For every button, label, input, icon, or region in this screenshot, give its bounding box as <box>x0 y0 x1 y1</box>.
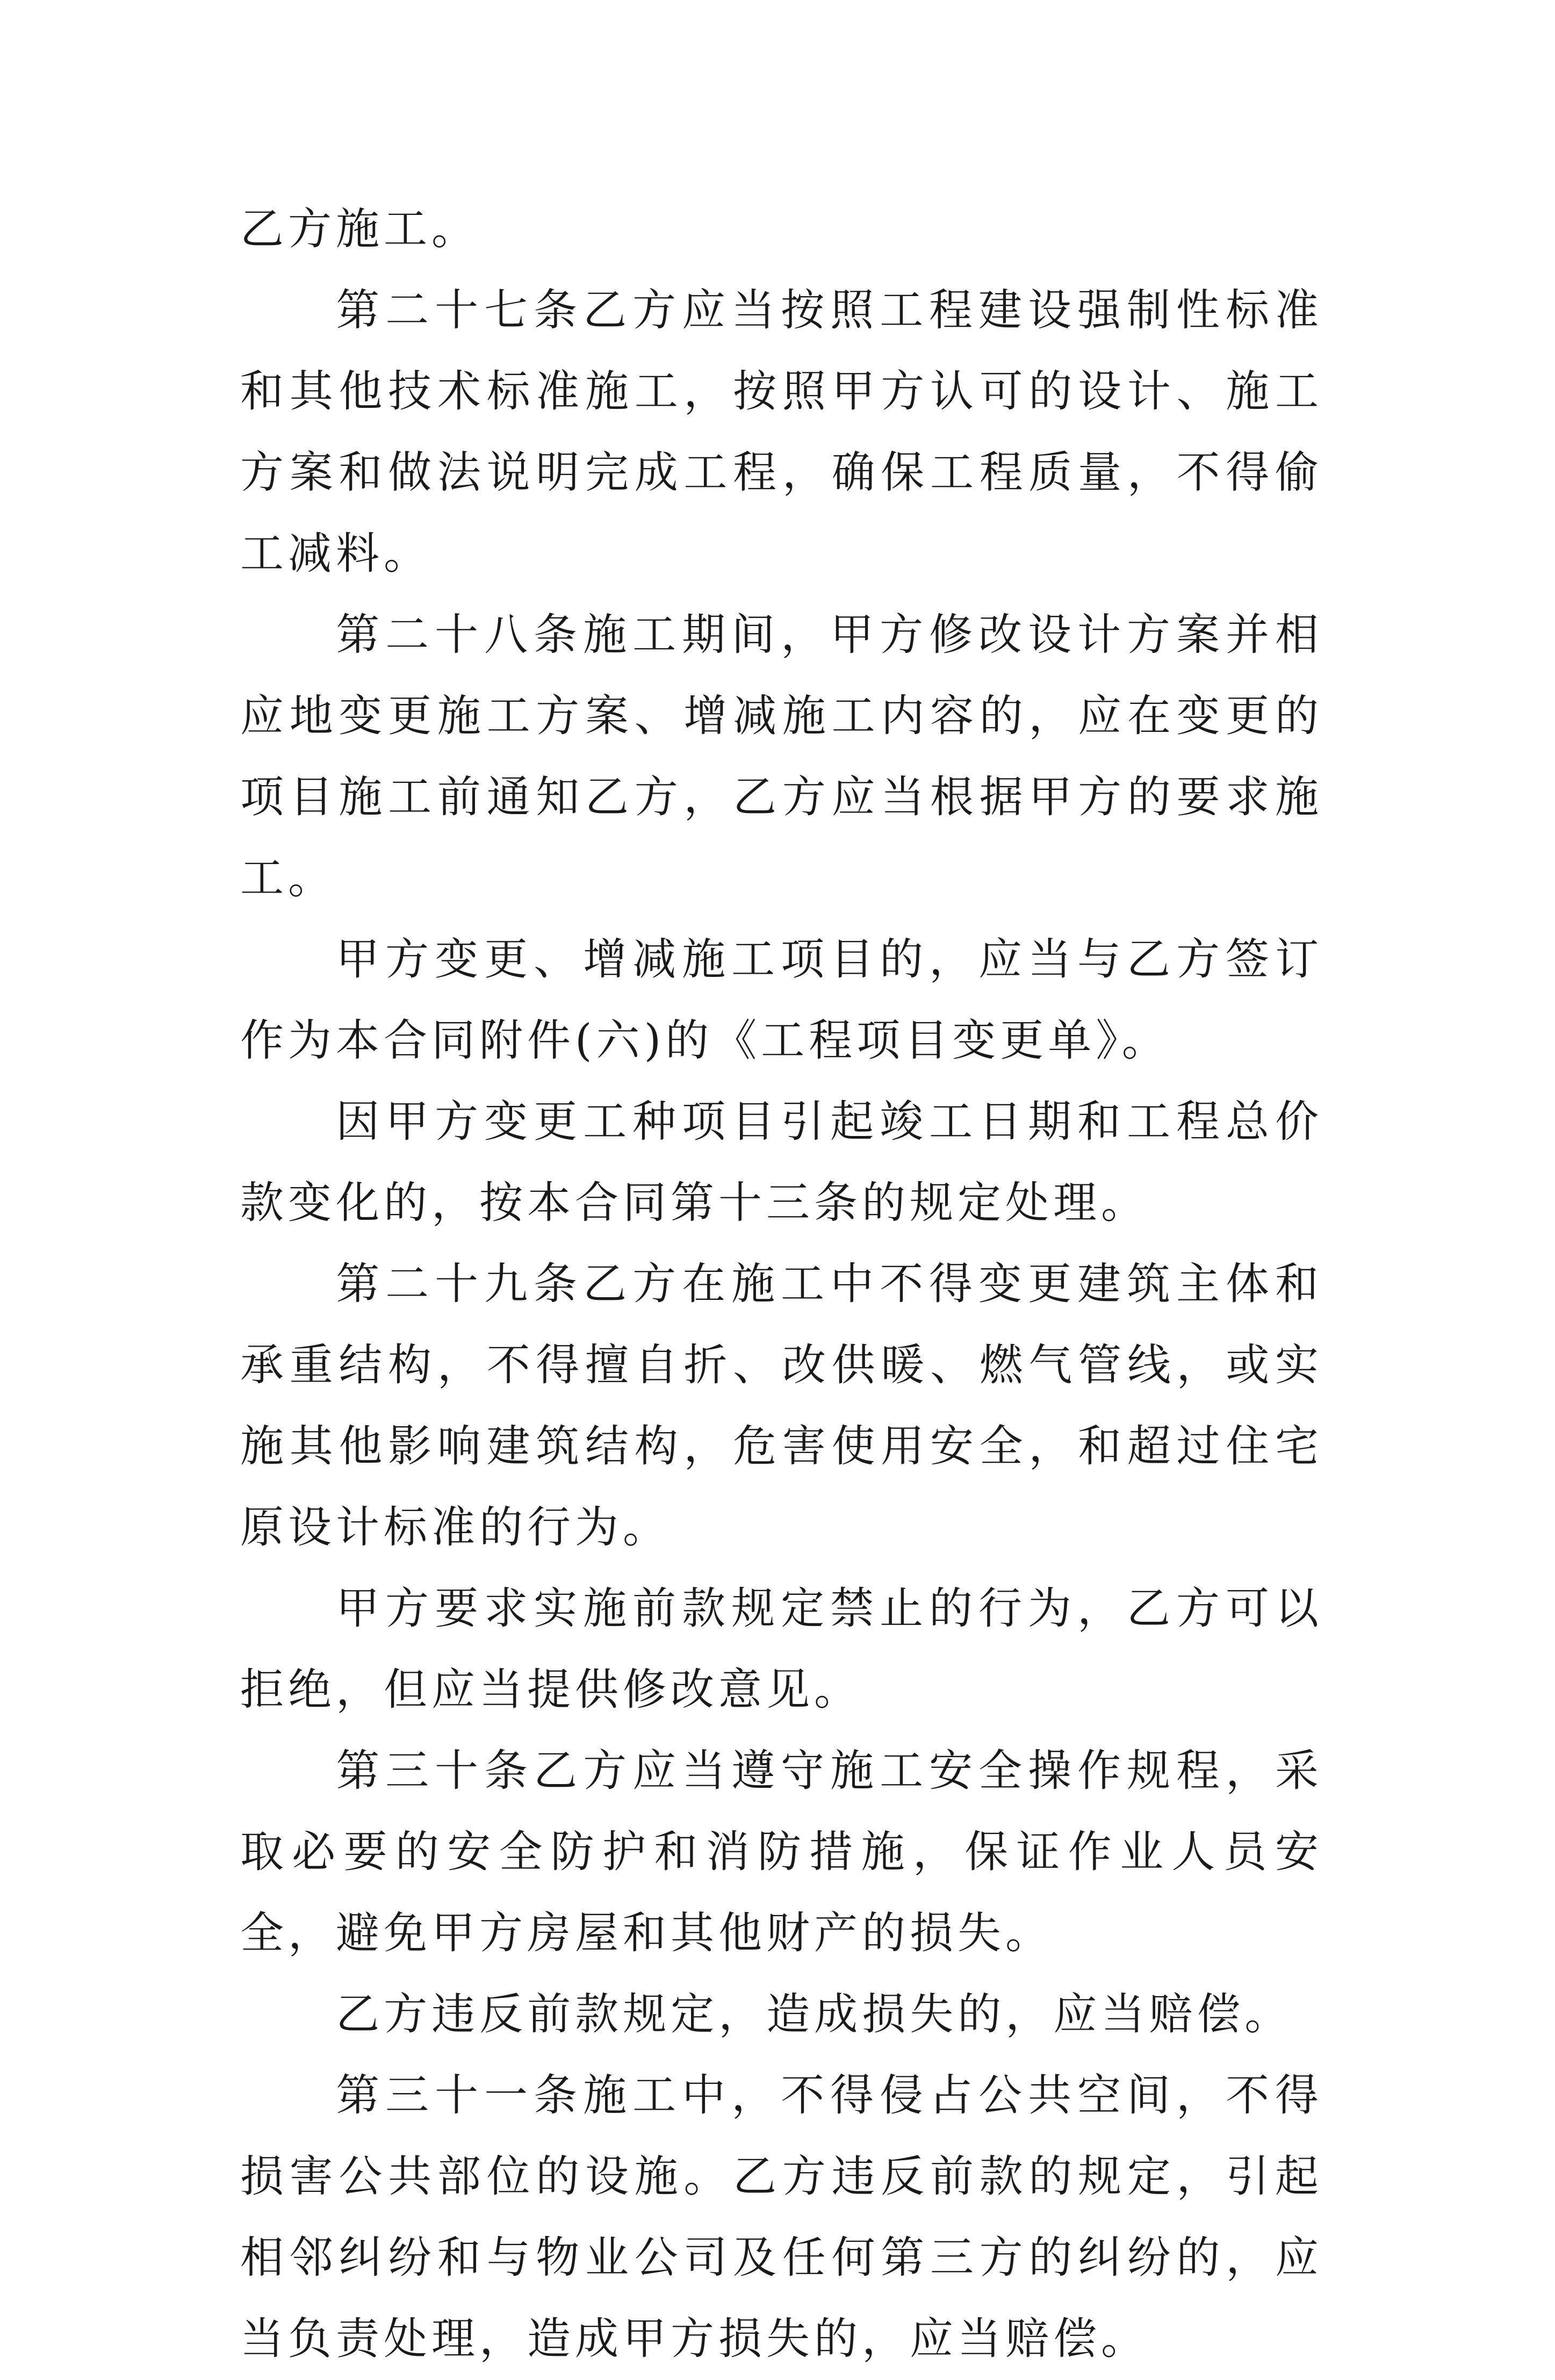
document-body <box>240 189 1323 2380</box>
paragraph-compensation: 乙方违反前款规定，造成损失的，应当赔偿。 <box>336 1989 1293 2040</box>
paragraph-change-order: 甲方变更、增减施工项目的，应当与乙方签订作为本合同附件(六)的《工程项目变更单》。 <box>240 934 1323 1066</box>
paragraph-article-30: 第三十条乙方应当遵守施工安全操作规程，采取必要的安全防护和消防措施，保证作业人员安全，避免甲方房屋和其他财产的损失。 <box>240 1746 1323 1959</box>
paragraph-refusal: 甲方要求实施前款规定禁止的行为，乙方可以拒绝，但应当提供修改意见。 <box>240 1584 1323 1715</box>
paragraph-article-27: 第二十七条乙方应当按照工程建设强制性标准和其他技术标准施工，按照甲方认可的设计、施工方案和做法说明完成工程，确保工程质量，不得偷工减料。 <box>240 285 1323 579</box>
paragraph-article-31: 第三十一条施工中，不得侵占公共空间，不得损害公共部位的设施。乙方违反前款的规定，引起相邻纠纷和与物业公司及任何第三方的纠纷的，应当负责处理，造成甲方损失的，应当赔偿。 <box>240 2070 1323 2364</box>
paragraph-price-change: 因甲方变更工种项目引起竣工日期和工程总价款变化的，按本合同第十三条的规定处理。 <box>240 1097 1323 1228</box>
paragraph-article-29: 第二十九条乙方在施工中不得变更建筑主体和承重结构，不得擅自折、改供暖、燃气管线，或实施其他影响建筑结构，危害使用安全，和超过住宅原设计标准的行为。 <box>240 1259 1323 1553</box>
paragraph-article-28: 第二十八条施工期间，甲方修改设计方案并相应地变更施工方案、增减施工内容的，应在变更的项目施工前通知乙方，乙方应当根据甲方的要求施工。 <box>240 610 1323 904</box>
paragraph-continuation: 乙方施工。 <box>240 204 480 255</box>
